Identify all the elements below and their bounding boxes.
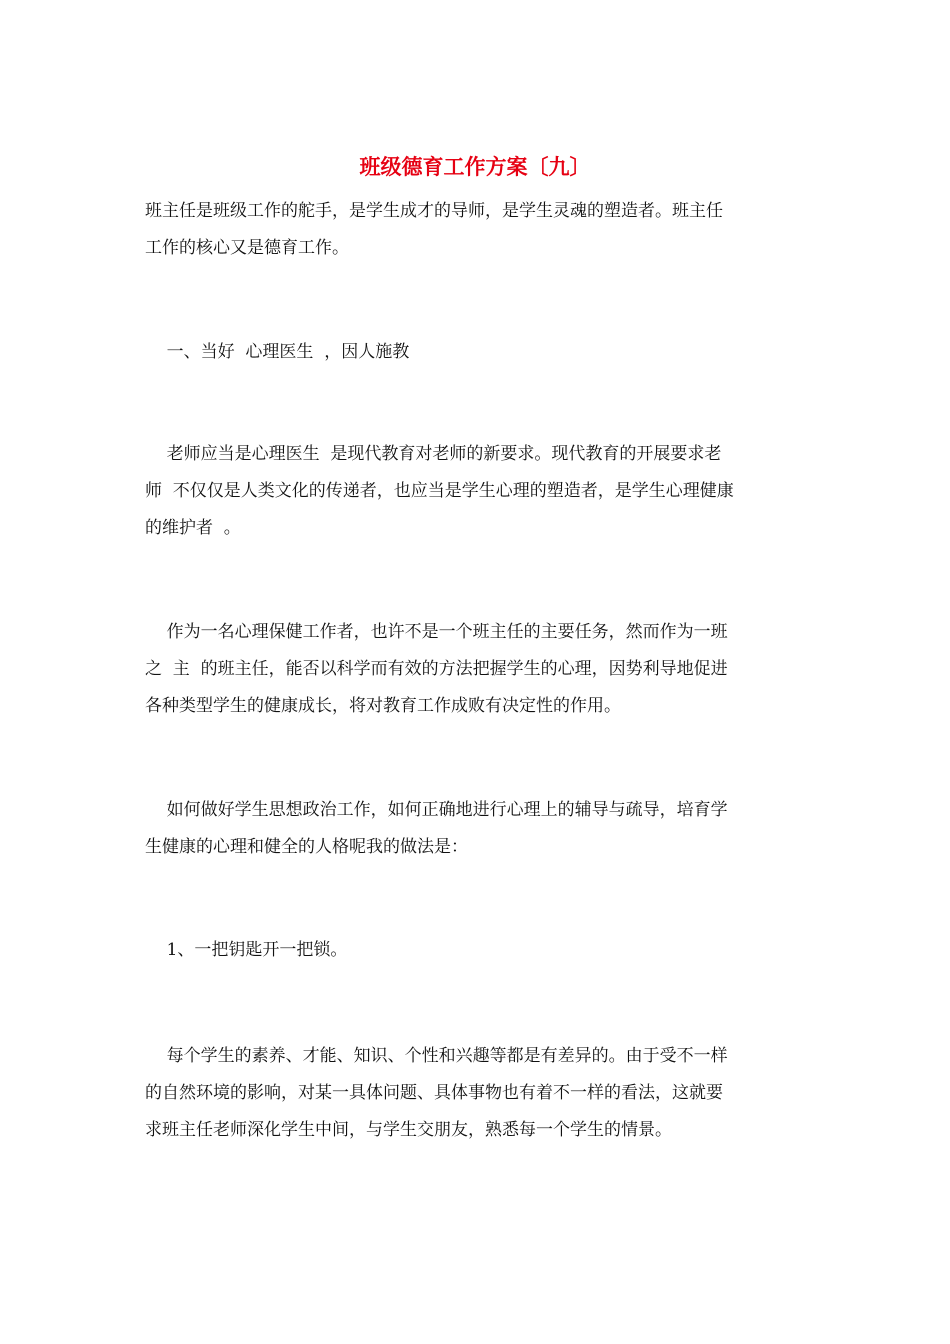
paragraph-intro: 班主任是班级工作的舵手，是学生成才的导师，是学生灵魂的塑造者。班主任 工作的核心又是德育工作。 [145,201,723,258]
paragraph-health-worker: 作为一名心理保健工作者，也许不是一个班主任的主要任务，然而作为一班 之 主 的班主任，能否以科学而有效的方法把握学生的心理，因势利导地促进 各种类型学生的健康成长，将对教育工作成败有决定性的作用。 [145,622,728,716]
paragraph-how-to: 如何做好学生思想政治工作，如何正确地进行心理上的辅导与疏导，培育学 生健康的心理和健全的人格呢我的做法是： [145,800,728,857]
document-title: 班级德育工作方案〔九〕 [359,154,591,179]
section-heading-1: 一、当好 心理医生 ，因人施教 [145,342,410,362]
paragraph-psych-doctor: 老师应当是心理医生 是现代教育对老师的新要求。现代教育的开展要求老 师 不仅仅是人类文化的传递者，也应当是学生心理的塑造者，是学生心理健康 的维护者 。 [145,444,734,538]
paragraph-differences: 每个学生的素养、才能、知识、个性和兴趣等都是有差异的。由于受不一样 的自然环境的影响，对某一具体问题、具体事物也有着不一样的看法，这就要 求班主任老师深化学生中间，与学生交朋友，熟悉每一个学生的情景。 [145,1046,728,1140]
subheading-key-lock: 1、一把钥匙开一把锁。 [145,940,348,960]
